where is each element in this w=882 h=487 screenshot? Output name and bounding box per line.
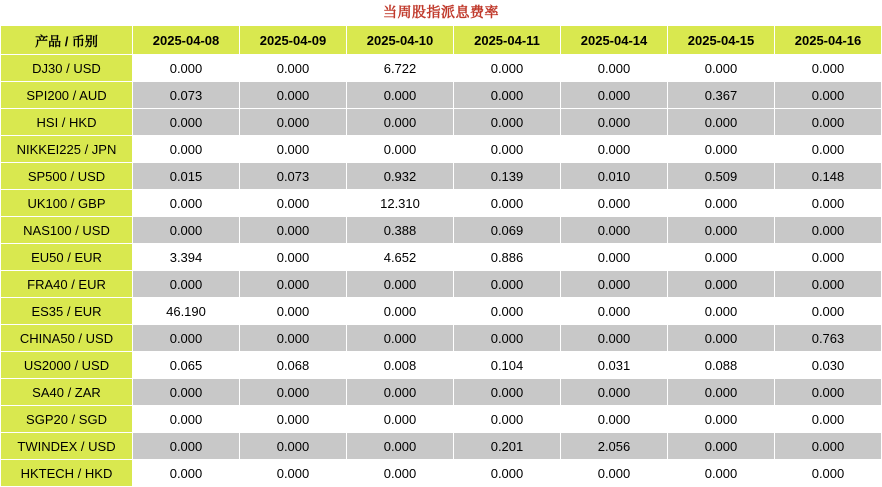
cell-value: 0.000	[240, 244, 347, 271]
table-row	[1, 109, 882, 136]
cell-value: 0.000	[561, 109, 668, 136]
cell-value: 0.000	[668, 460, 775, 487]
cell-value: 0.000	[454, 325, 561, 352]
row-product-label: EU50 / EUR	[1, 244, 133, 271]
cell-value: 0.000	[775, 298, 882, 325]
cell-value: 0.000	[347, 460, 454, 487]
cell-value: 0.000	[240, 433, 347, 460]
cell-value: 0.000	[133, 379, 240, 406]
cell-value: 0.932	[347, 163, 454, 190]
cell-value: 0.000	[561, 460, 668, 487]
row-product-label: US2000 / USD	[1, 352, 133, 379]
table-row	[1, 244, 882, 271]
cell-value: 0.000	[347, 109, 454, 136]
table-row	[1, 217, 882, 244]
cell-value: 0.104	[454, 352, 561, 379]
cell-value: 0.000	[240, 109, 347, 136]
column-header-date-3: 2025-04-10	[347, 26, 454, 55]
cell-value: 4.652	[347, 244, 454, 271]
cell-value: 0.000	[668, 298, 775, 325]
cell-value: 0.000	[347, 298, 454, 325]
cell-value: 0.000	[454, 460, 561, 487]
table-row	[1, 460, 882, 487]
cell-value: 0.000	[561, 136, 668, 163]
cell-value: 0.000	[775, 433, 882, 460]
cell-value: 0.000	[668, 325, 775, 352]
cell-value: 0.000	[775, 271, 882, 298]
table-header-row	[1, 26, 882, 55]
cell-value: 0.065	[133, 352, 240, 379]
cell-value: 0.000	[668, 433, 775, 460]
cell-value: 0.000	[240, 271, 347, 298]
table-header	[1, 26, 882, 55]
cell-value: 0.000	[775, 55, 882, 82]
cell-value: 0.000	[454, 136, 561, 163]
cell-value: 0.000	[775, 136, 882, 163]
cell-value: 0.000	[347, 82, 454, 109]
row-product-label: SPI200 / AUD	[1, 82, 133, 109]
column-header-product: 产品 / 币别	[1, 26, 133, 55]
cell-value: 0.000	[561, 244, 668, 271]
cell-value: 0.000	[561, 217, 668, 244]
cell-value: 0.000	[668, 55, 775, 82]
cell-value: 0.010	[561, 163, 668, 190]
cell-value: 0.000	[240, 379, 347, 406]
cell-value: 0.073	[240, 163, 347, 190]
cell-value: 0.000	[561, 325, 668, 352]
cell-value: 0.000	[240, 460, 347, 487]
table-row	[1, 190, 882, 217]
cell-value: 0.000	[454, 298, 561, 325]
cell-value: 0.000	[775, 379, 882, 406]
cell-value: 0.000	[133, 433, 240, 460]
cell-value: 0.000	[133, 55, 240, 82]
table-row	[1, 163, 882, 190]
cell-value: 0.000	[347, 433, 454, 460]
column-header-date-2: 2025-04-09	[240, 26, 347, 55]
cell-value: 0.000	[668, 136, 775, 163]
cell-value: 0.000	[240, 217, 347, 244]
cell-value: 0.367	[668, 82, 775, 109]
cell-value: 0.000	[240, 325, 347, 352]
cell-value: 0.000	[775, 82, 882, 109]
cell-value: 0.000	[133, 460, 240, 487]
cell-value: 0.000	[775, 244, 882, 271]
table-row	[1, 325, 882, 352]
cell-value: 0.030	[775, 352, 882, 379]
cell-value: 0.015	[133, 163, 240, 190]
cell-value: 0.000	[561, 298, 668, 325]
cell-value: 0.201	[454, 433, 561, 460]
cell-value: 0.000	[561, 82, 668, 109]
table-row	[1, 82, 882, 109]
cell-value: 0.000	[561, 271, 668, 298]
cell-value: 0.000	[561, 55, 668, 82]
row-product-label: SP500 / USD	[1, 163, 133, 190]
cell-value: 0.000	[133, 109, 240, 136]
table-row	[1, 55, 882, 82]
cell-value: 0.000	[240, 298, 347, 325]
table-row	[1, 271, 882, 298]
cell-value: 0.031	[561, 352, 668, 379]
column-header-date-1: 2025-04-08	[133, 26, 240, 55]
row-product-label: UK100 / GBP	[1, 190, 133, 217]
cell-value: 0.000	[454, 271, 561, 298]
cell-value: 0.000	[561, 406, 668, 433]
cell-value: 0.000	[561, 379, 668, 406]
cell-value: 0.000	[668, 217, 775, 244]
row-product-label: ES35 / EUR	[1, 298, 133, 325]
cell-value: 0.000	[347, 136, 454, 163]
column-header-date-4: 2025-04-11	[454, 26, 561, 55]
cell-value: 0.000	[775, 109, 882, 136]
column-header-date-6: 2025-04-15	[668, 26, 775, 55]
cell-value: 0.000	[347, 271, 454, 298]
row-product-label: TWINDEX / USD	[1, 433, 133, 460]
cell-value: 0.000	[668, 244, 775, 271]
cell-value: 0.000	[240, 406, 347, 433]
cell-value: 0.000	[668, 190, 775, 217]
cell-value: 0.000	[240, 190, 347, 217]
cell-value: 0.000	[347, 325, 454, 352]
cell-value: 2.056	[561, 433, 668, 460]
cell-value: 0.000	[775, 217, 882, 244]
table-row	[1, 406, 882, 433]
row-product-label: NIKKEI225 / JPN	[1, 136, 133, 163]
cell-value: 0.000	[133, 136, 240, 163]
row-product-label: DJ30 / USD	[1, 55, 133, 82]
column-header-date-7: 2025-04-16	[775, 26, 882, 55]
cell-value: 46.190	[133, 298, 240, 325]
cell-value: 0.148	[775, 163, 882, 190]
table-row	[1, 136, 882, 163]
cell-value: 0.388	[347, 217, 454, 244]
cell-value: 0.000	[454, 109, 561, 136]
cell-value: 0.000	[454, 82, 561, 109]
cell-value: 0.000	[668, 379, 775, 406]
cell-value: 0.886	[454, 244, 561, 271]
cell-value: 0.000	[454, 55, 561, 82]
row-product-label: HSI / HKD	[1, 109, 133, 136]
cell-value: 0.068	[240, 352, 347, 379]
cell-value: 0.000	[133, 271, 240, 298]
row-product-label: FRA40 / EUR	[1, 271, 133, 298]
cell-value: 0.000	[347, 406, 454, 433]
cell-value: 0.069	[454, 217, 561, 244]
cell-value: 0.000	[133, 406, 240, 433]
row-product-label: NAS100 / USD	[1, 217, 133, 244]
cell-value: 0.000	[668, 406, 775, 433]
cell-value: 0.000	[454, 406, 561, 433]
table-row	[1, 298, 882, 325]
cell-value: 0.763	[775, 325, 882, 352]
cell-value: 0.073	[133, 82, 240, 109]
cell-value: 0.000	[240, 82, 347, 109]
cell-value: 3.394	[133, 244, 240, 271]
cell-value: 0.000	[668, 109, 775, 136]
cell-value: 0.000	[454, 190, 561, 217]
cell-value: 0.000	[561, 190, 668, 217]
cell-value: 0.008	[347, 352, 454, 379]
cell-value: 0.000	[133, 325, 240, 352]
cell-value: 0.000	[775, 460, 882, 487]
cell-value: 0.000	[240, 55, 347, 82]
cell-value: 0.509	[668, 163, 775, 190]
dividend-table	[0, 25, 882, 487]
row-product-label: CHINA50 / USD	[1, 325, 133, 352]
cell-value: 0.000	[668, 271, 775, 298]
cell-value: 0.139	[454, 163, 561, 190]
table-body	[1, 55, 882, 487]
column-header-date-5: 2025-04-14	[561, 26, 668, 55]
table-row	[1, 433, 882, 460]
cell-value: 0.088	[668, 352, 775, 379]
cell-value: 12.310	[347, 190, 454, 217]
row-product-label: SA40 / ZAR	[1, 379, 133, 406]
row-product-label: SGP20 / SGD	[1, 406, 133, 433]
cell-value: 0.000	[775, 190, 882, 217]
cell-value: 0.000	[347, 379, 454, 406]
table-row	[1, 379, 882, 406]
page-title: 当周股指派息费率	[383, 4, 499, 20]
cell-value: 0.000	[133, 217, 240, 244]
table-row	[1, 352, 882, 379]
cell-value: 0.000	[775, 406, 882, 433]
cell-value: 6.722	[347, 55, 454, 82]
row-product-label: HKTECH / HKD	[1, 460, 133, 487]
cell-value: 0.000	[133, 190, 240, 217]
cell-value: 0.000	[240, 136, 347, 163]
cell-value: 0.000	[454, 379, 561, 406]
